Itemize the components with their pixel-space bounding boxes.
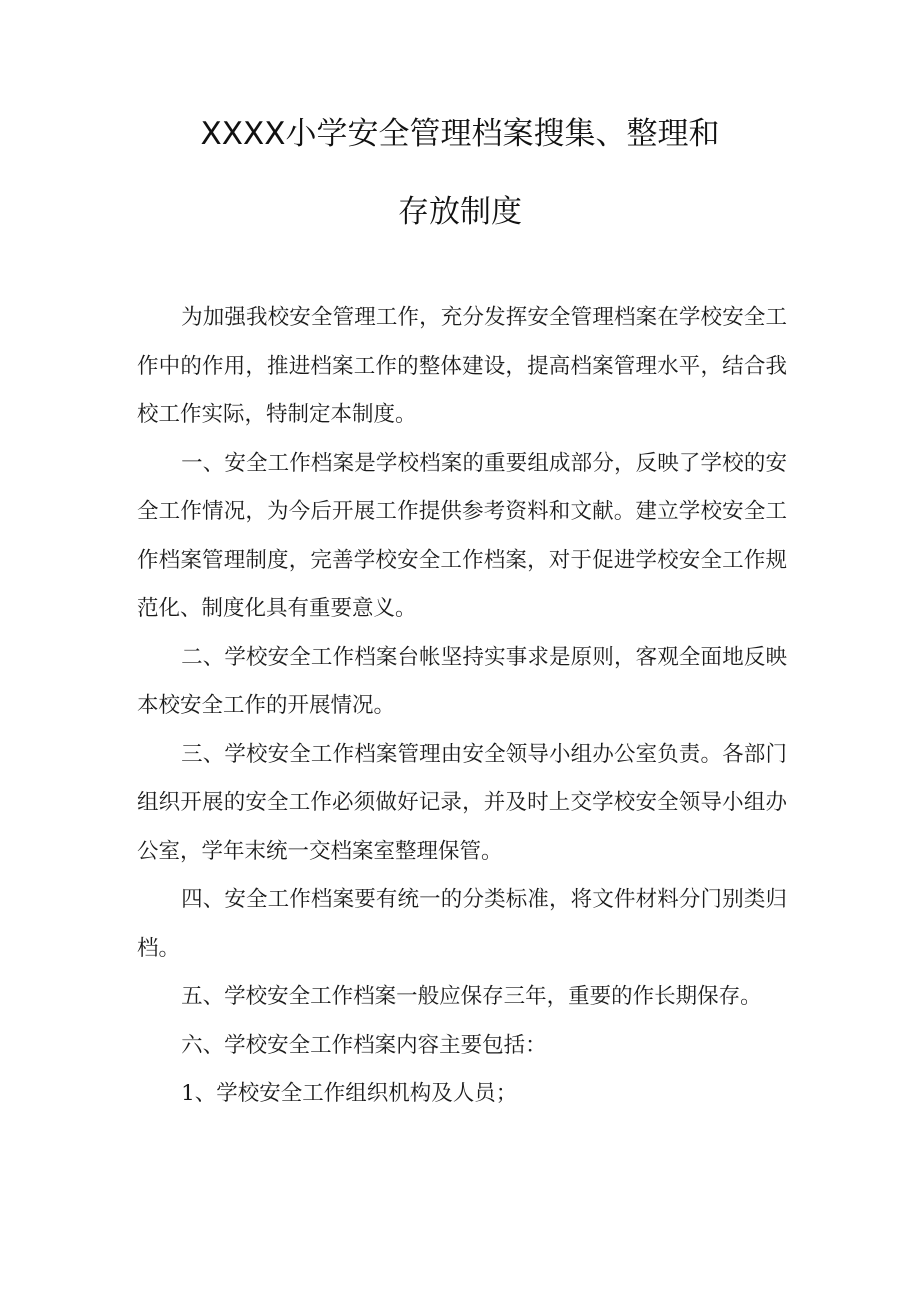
paragraph-item-5: 五、学校安全工作档案一般应保存三年，重要的作长期保存。 xyxy=(181,984,762,1009)
paragraph-item-6: 六、学校安全工作档案内容主要包括： xyxy=(181,1032,547,1058)
paragraph-intro: 为加强我校安全管理工作，充分发挥安全管理档案在学校安全工作中的作用，推进档案工作的整体建设，提高档案管理水平，结合我校工作实际，特制定本制度。 xyxy=(137,305,787,427)
paragraph-subitem-1: 1、学校安全工作组织机构及人员； xyxy=(181,1081,518,1106)
document-body xyxy=(137,294,787,1119)
document-title-line1: XXXX小学安全管理档案搜集、整理和 xyxy=(200,116,720,152)
paragraph-item-2: 二、学校安全工作档案台帐坚持实事求是原则，客观全面地反映本校安全工作的开展情况。 xyxy=(137,644,787,718)
document-title-line2: 存放制度 xyxy=(398,194,522,230)
paragraph-item-4: 四、安全工作档案要有统一的分类标准，将文件材料分门别类归档。 xyxy=(137,887,787,961)
paragraph-item-1: 一、安全工作档案是学校档案的重要组成部分，反映了学校的安全工作情况，为今后开展工作提供参考资料和文献。建立学校安全工作档案管理制度，完善学校安全工作档案，对于促进学校安全工作规范化、制度化具有重要意义。 xyxy=(137,450,787,621)
paragraph-item-3: 三、学校安全工作档案管理由安全领导小组办公室负责。各部门组织开展的安全工作必须做好记录，并及时上交学校安全领导小组办公室，学年末统一交档案室整理保管。 xyxy=(137,741,787,864)
